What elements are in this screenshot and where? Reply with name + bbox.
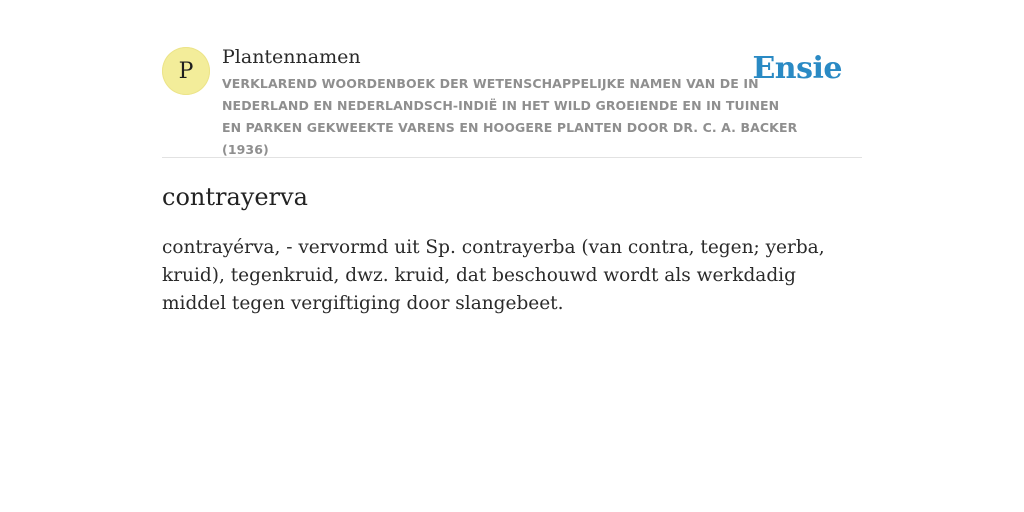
book-subtitle: VERKLAREND WOORDENBOEK DER WETENSCHAPPELIJKE NAMEN VAN DE IN NEDERLAND EN NEDERLANDSCH-INDIË IN HET WILD GROEIENDE EN IN TUINEN EN PARKEN GEKWEEKTE VARENS EN HOOGERE PLANTEN DOOR DR. C. A. BACKER (1936) [222,76,798,157]
entry-term: contrayerva [162,183,308,211]
ensie-logo-link[interactable]: Ensie [752,51,842,86]
page-container [162,0,862,314]
book-avatar[interactable]: P [162,47,210,95]
book-title-link[interactable]: Plantennamen [222,46,361,68]
entry-definition: contrayérva, - vervormd uit Sp. contrayerba (van contra, tegen; yerba, kruid), tegenkruid, dwz. kruid, dat beschouwd wordt als werkdadig middel tegen vergiftiging door slangebeet. [162,237,825,314]
book-header [162,0,862,158]
dictionary-entry [162,180,862,318]
